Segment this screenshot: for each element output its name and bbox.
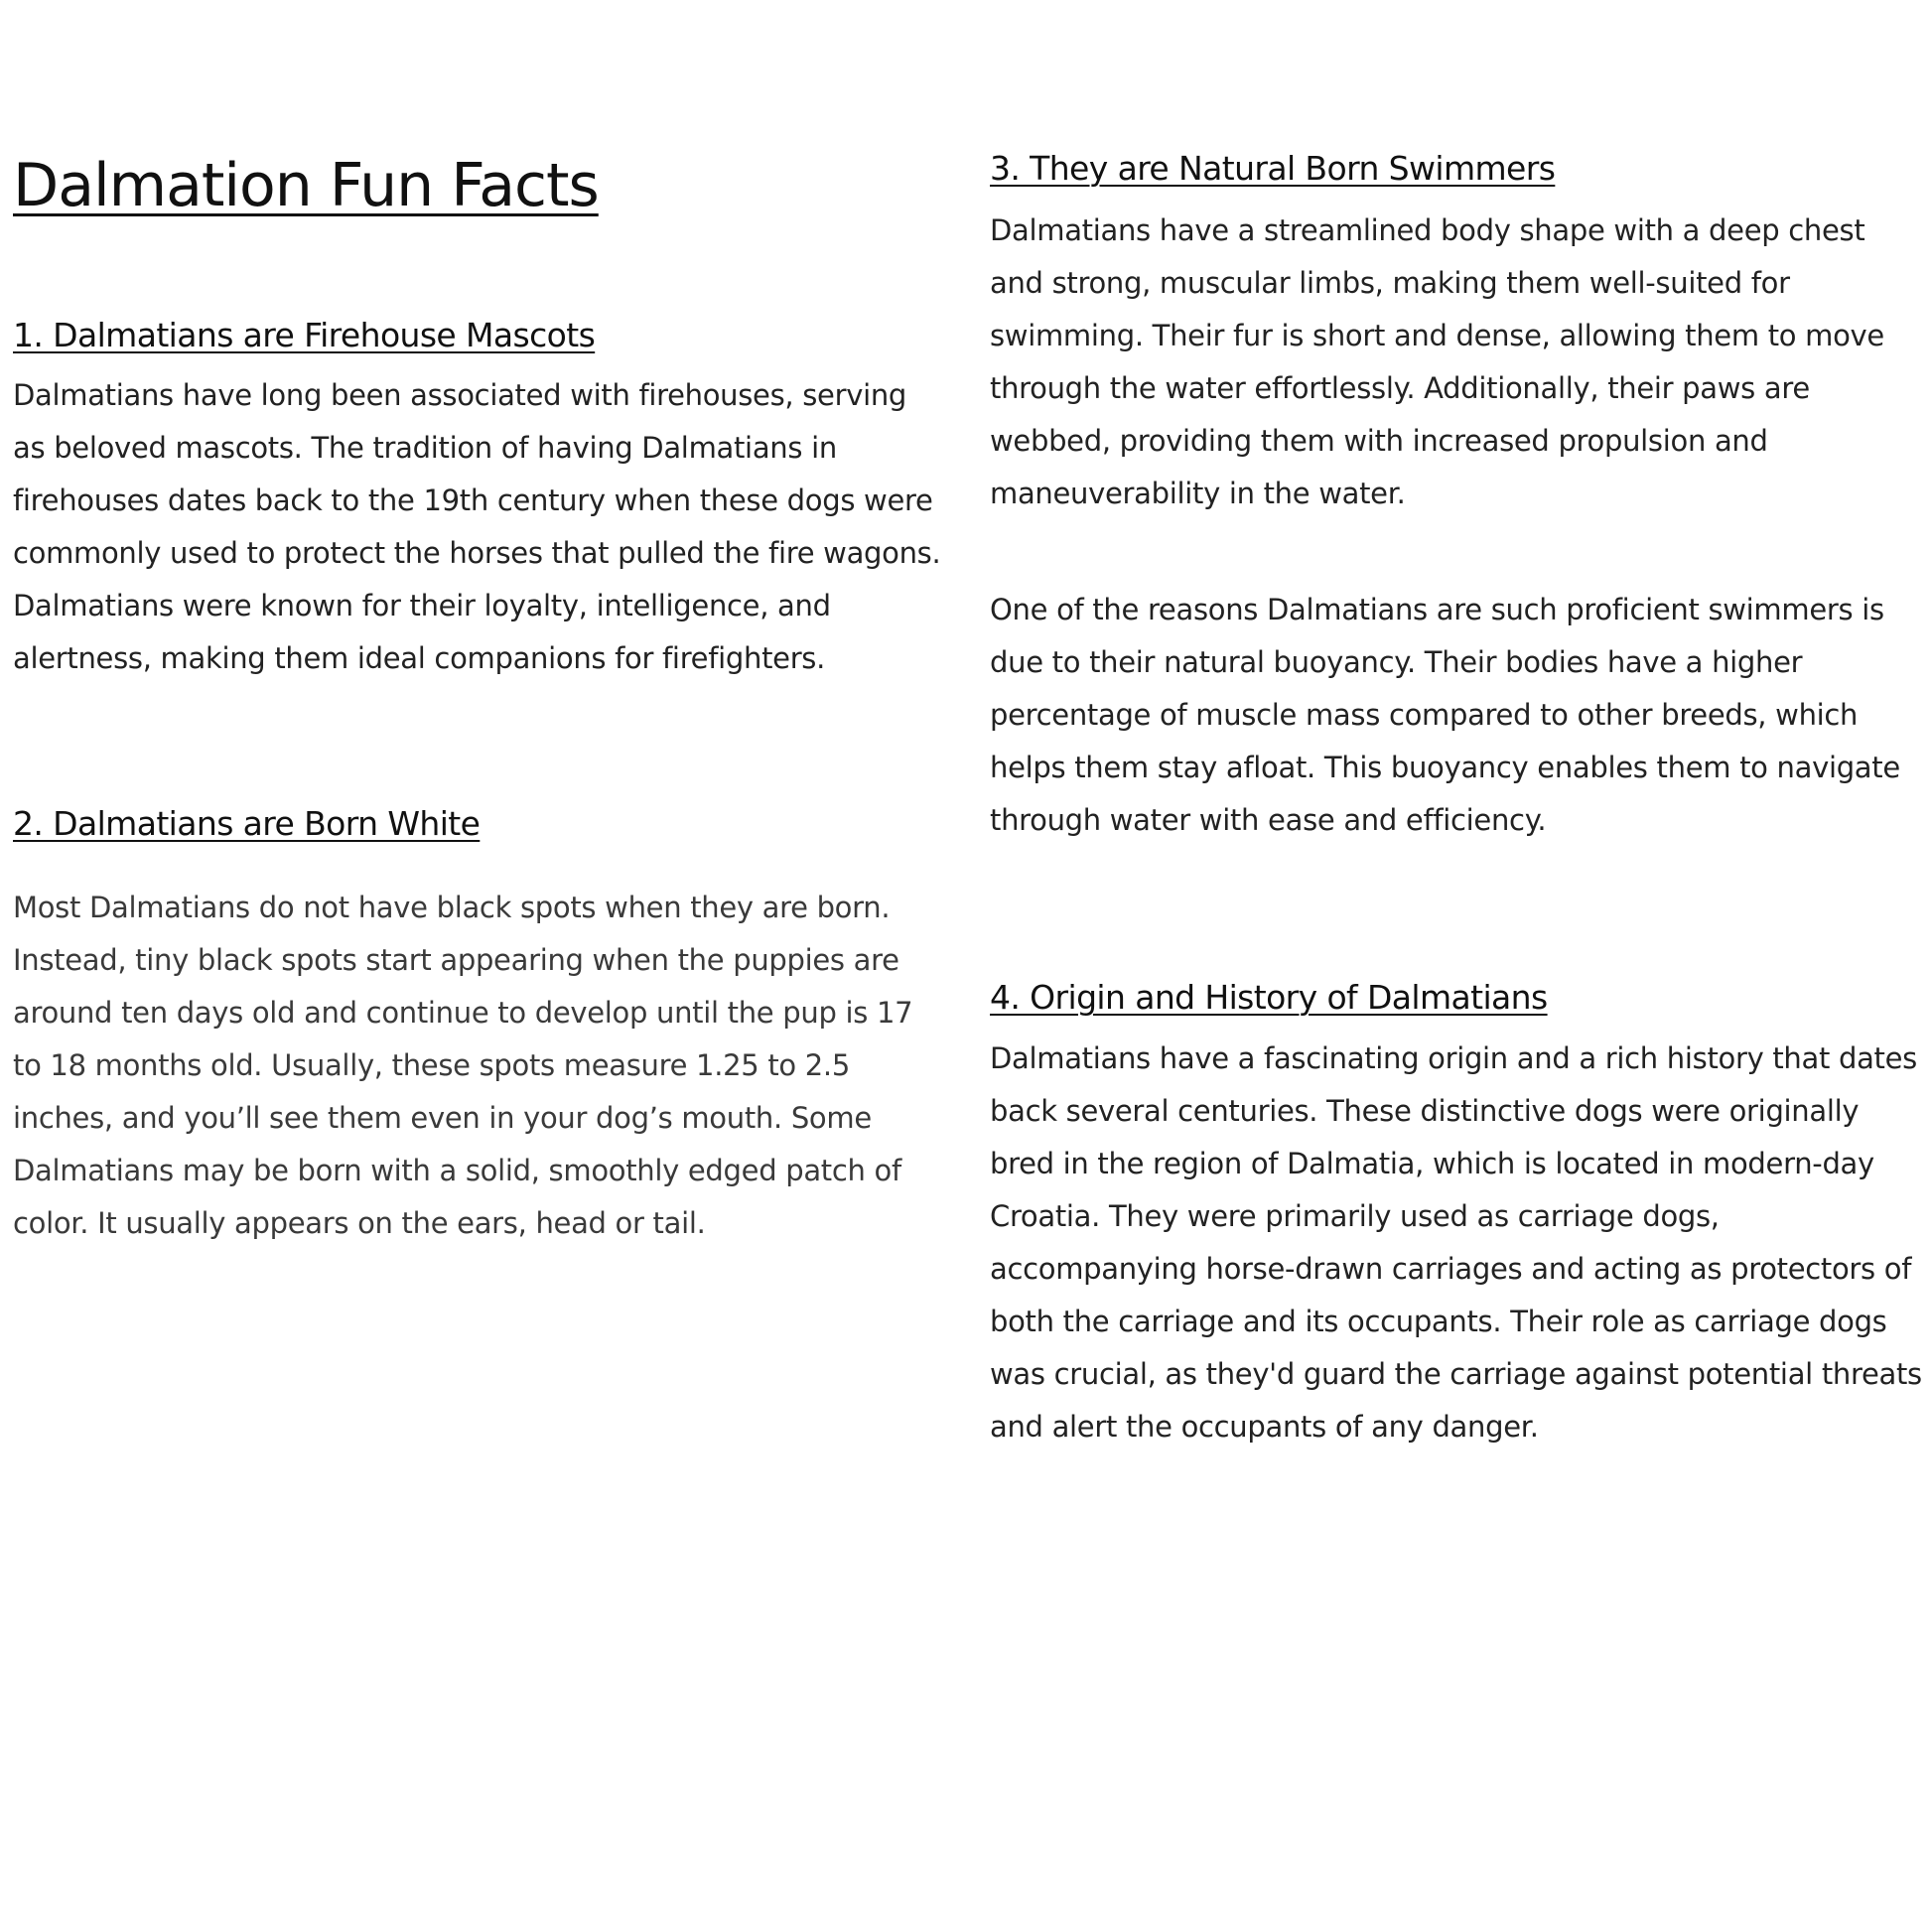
section-text-firehouse-mascots: Dalmatians have long been associated with firehouses, serving as beloved mascots. The tradition of having Dalmatians in firehouses dates back to the 19th century when these dogs were commonly used to protect the horses that pulled the fire wagons. Dalmatians were known for their loyalty, intelligence, and alertness, making them ideal companions for firefighters.	[13, 378, 941, 675]
section-heading-natural-swimmers: 3. They are Natural Born Swimmers	[990, 149, 1556, 188]
section-text-natural-swimmers-1: Dalmatians have a streamlined body shape with a deep chest and strong, muscular limbs, making them well-suited for swimming. Their fur is short and dense, allowing them to move through the water effortlessly. Additionally, their paws are webbed, providing them with increased propulsion and maneuverability in the water.	[990, 213, 1884, 510]
section-text-origin-history: Dalmatians have a fascinating origin and a rich history that dates back several centuries. These distinctive dogs were originally bred in the region of Dalmatia, which is located in modern-day Croatia. They were primarily used as carriage dogs, accompanying horse-drawn carriages and acting as protectors of both the carriage and its occupants. Their role as carriage dogs was crucial, as they'd guard the carriage against potential threats and alert the occupants of any danger.	[990, 1041, 1922, 1444]
section-text-born-white: Most Dalmatians do not have black spots when they are born. Instead, tiny black spots start appearing when the puppies are around ten days old and continue to develop until the pup is 17 to 18 months old. Usually, these spots measure 1.25 to 2.5 inches, and you’ll see them even in your dog’s mouth. Some Dalmatians may be born with a solid, smoothly edged patch of color. It usually appears on the ears, head or tail.	[13, 891, 913, 1240]
section-heading-origin-history: 4. Origin and History of Dalmatians	[990, 978, 1548, 1017]
section-text-natural-swimmers-2: One of the reasons Dalmatians are such proficient swimmers is due to their natural buoyancy. Their bodies have a higher percentage of muscle mass compared to other breeds, which helps them stay afloat. This buoyancy enables them to navigate through water with ease and efficiency.	[990, 593, 1900, 837]
section-heading-born-white: 2. Dalmatians are Born White	[13, 804, 481, 843]
section-heading-firehouse-mascots: 1. Dalmatians are Firehouse Mascots	[13, 316, 596, 354]
document-title: Dalmation Fun Facts	[13, 151, 599, 220]
